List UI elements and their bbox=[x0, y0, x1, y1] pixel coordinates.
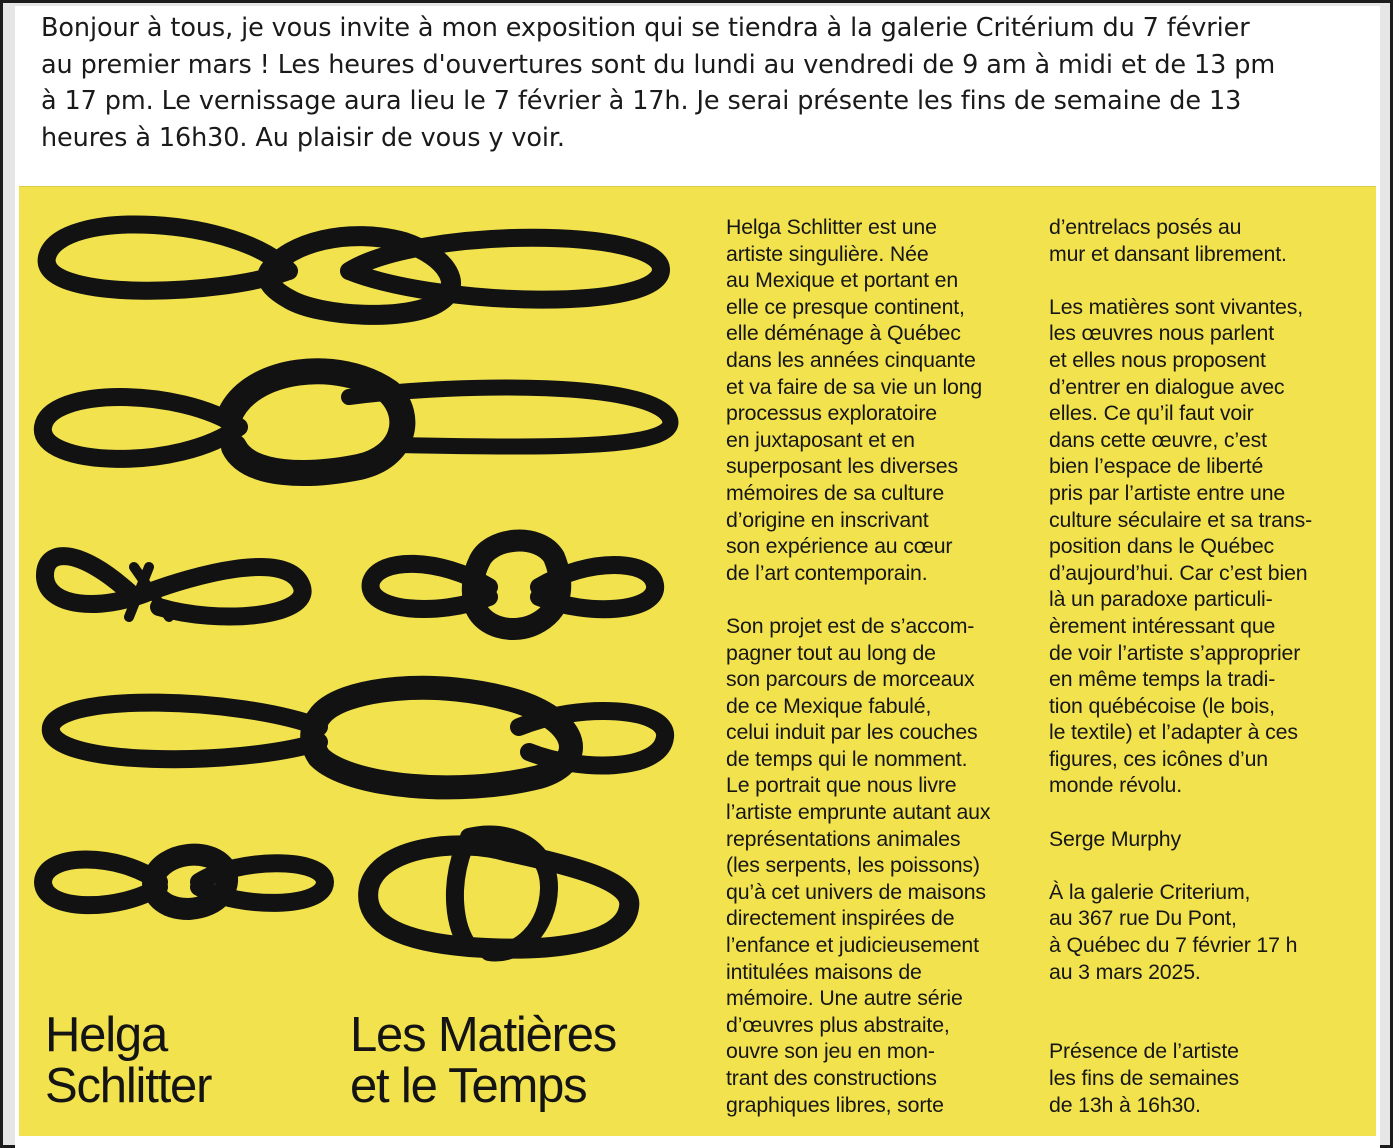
column1-paragraph1 bbox=[726, 214, 1031, 586]
text-line: bien l’espace de liberté bbox=[1049, 454, 1264, 479]
poster-text-column-2 bbox=[1049, 214, 1369, 1118]
knot-drawing-2 bbox=[43, 371, 671, 473]
text-line: d’entrelacs posés au bbox=[1049, 215, 1242, 239]
poster-text-column-1 bbox=[726, 214, 1031, 1118]
text-line: au 3 mars 2025. bbox=[1049, 959, 1201, 984]
text-line: Le portrait que nous livre bbox=[726, 773, 957, 798]
text-line: l’artiste emprunte autant aux bbox=[726, 800, 991, 825]
text-line: figures, ces icônes d’un bbox=[1049, 746, 1268, 771]
post-line: à 17 pm. Le vernissage aura lieu le 7 février à 17h. Je serai présente les fins de semaine de 13 bbox=[41, 86, 1242, 116]
knot-drawing-3 bbox=[45, 556, 303, 617]
text-line: Son projet est de s’accom- bbox=[726, 613, 975, 638]
text-line: au 367 rue Du Pont, bbox=[1049, 906, 1237, 931]
text-line: elles. Ce qu’il faut voir bbox=[1049, 401, 1254, 426]
text-line: processus exploratoire bbox=[726, 401, 937, 426]
text-line: mémoire. Une autre série bbox=[726, 986, 963, 1011]
exhibition-title-line: Les Matières bbox=[350, 1008, 617, 1062]
knot-drawing-7 bbox=[368, 834, 629, 952]
column2-paragraph1 bbox=[1049, 214, 1369, 267]
text-line: À la galerie Criterium, bbox=[1049, 879, 1251, 904]
text-line: (les serpents, les poissons) bbox=[726, 853, 980, 878]
text-line: Présence de l’artiste bbox=[1049, 1039, 1239, 1064]
column2-paragraph2 bbox=[1049, 294, 1369, 799]
knot-drawings-svg bbox=[19, 187, 699, 1136]
text-line: Les matières sont vivantes, bbox=[1049, 294, 1303, 319]
text-line: dans les années cinquante bbox=[726, 347, 976, 372]
text-line: tion québécoise (le bois, bbox=[1049, 693, 1275, 718]
knot-drawing-4 bbox=[371, 541, 656, 629]
text-line: de l’art contemporain. bbox=[726, 560, 928, 585]
text-line: ouvre son jeu en mon- bbox=[726, 1039, 935, 1064]
artist-presence-info bbox=[1049, 1038, 1369, 1118]
text-line: de 13h à 16h30. bbox=[1049, 1092, 1201, 1117]
text-line: position dans le Québec bbox=[1049, 534, 1275, 559]
text-line: culture séculaire et sa trans- bbox=[1049, 507, 1313, 532]
text-line: les œuvres nous parlent bbox=[1049, 321, 1275, 346]
knot-drawing-6 bbox=[43, 855, 325, 909]
text-line: artiste singulière. Née bbox=[726, 241, 929, 266]
text-line: mémoires de sa culture bbox=[726, 480, 945, 505]
exhibition-title bbox=[350, 1010, 616, 1112]
post-message bbox=[41, 10, 1361, 156]
text-line: pagner tout au long de bbox=[726, 640, 936, 665]
text-line: de ce Mexique fabulé, bbox=[726, 693, 932, 718]
text-line: d’aujourd’hui. Car c’est bien bbox=[1049, 560, 1308, 585]
text-line: dans cette œuvre, c’est bbox=[1049, 427, 1267, 452]
text-line: son parcours de morceaux bbox=[726, 667, 975, 692]
text-line: le textile) et l’adapter à ces bbox=[1049, 720, 1298, 745]
text-line: l’enfance et judicieusement bbox=[726, 933, 979, 958]
text-line: elle déménage à Québec bbox=[726, 321, 961, 346]
post-line: au premier mars ! Les heures d'ouvertures sont du lundi au vendredi de 9 am à midi et de 13 pm bbox=[41, 49, 1276, 80]
text-line: représentations animales bbox=[726, 826, 961, 851]
text-line: Helga Schlitter est une bbox=[726, 215, 937, 239]
text-line: pris par l’artiste entre une bbox=[1049, 480, 1286, 505]
text-line: et elles nous proposent bbox=[1049, 347, 1266, 372]
text-line: au Mexique et portant en bbox=[726, 268, 959, 293]
exhibition-title-line: et le Temps bbox=[350, 1059, 587, 1113]
text-line: de voir l’artiste s’approprier bbox=[1049, 640, 1301, 665]
text-line: d’origine en inscrivant bbox=[726, 507, 929, 532]
text-line: à Québec du 7 février 17 h bbox=[1049, 933, 1298, 958]
text-line: son expérience au cœur bbox=[726, 534, 953, 559]
text-line: mur et dansant librement. bbox=[1049, 241, 1287, 266]
text-line: intitulées maisons de bbox=[726, 959, 922, 984]
text-line: èrement intéressant que bbox=[1049, 613, 1276, 638]
post-line: heures à 16h30. Au plaisir de vous y voir. bbox=[41, 122, 565, 153]
text-line: qu’à cet univers de maisons bbox=[726, 879, 986, 904]
knot-drawing-1 bbox=[47, 224, 661, 314]
venue-info bbox=[1049, 879, 1369, 985]
knot-artworks-illustration bbox=[19, 187, 699, 1136]
text-line: là un paradoxe particuli- bbox=[1049, 587, 1273, 612]
text-line: trant des constructions bbox=[726, 1066, 937, 1090]
text-line: les fins de semaines bbox=[1049, 1066, 1239, 1090]
exhibition-poster-image[interactable] bbox=[19, 186, 1376, 1136]
artist-name-line: Helga bbox=[45, 1008, 168, 1062]
text-line: graphiques libres, sorte bbox=[726, 1092, 944, 1117]
text-line: superposant les diverses bbox=[726, 454, 958, 479]
text-line: en juxtaposant et en bbox=[726, 427, 915, 452]
text-line: celui induit par les couches bbox=[726, 720, 978, 745]
artist-name-title bbox=[45, 1010, 211, 1112]
text-line: monde révolu. bbox=[1049, 773, 1183, 798]
column1-paragraph2 bbox=[726, 613, 1031, 1118]
text-line: d’entrer en dialogue avec bbox=[1049, 374, 1285, 399]
text-line: de temps qui le nomment. bbox=[726, 746, 968, 771]
artist-name-line: Schlitter bbox=[45, 1059, 212, 1113]
text-line: elle ce presque continent, bbox=[726, 294, 965, 319]
text-line: et va faire de sa vie un long bbox=[726, 374, 983, 399]
text-line: directement inspirées de bbox=[726, 906, 955, 931]
knot-drawing-5 bbox=[51, 688, 665, 788]
text-line: d’œuvres plus abstraite, bbox=[726, 1012, 950, 1037]
signature: Serge Murphy bbox=[1049, 826, 1181, 851]
text-line: en même temps la tradi- bbox=[1049, 667, 1276, 692]
post-line: Bonjour à tous, je vous invite à mon exposition qui se tiendra à la galerie Critérium du 7 février bbox=[41, 13, 1250, 43]
